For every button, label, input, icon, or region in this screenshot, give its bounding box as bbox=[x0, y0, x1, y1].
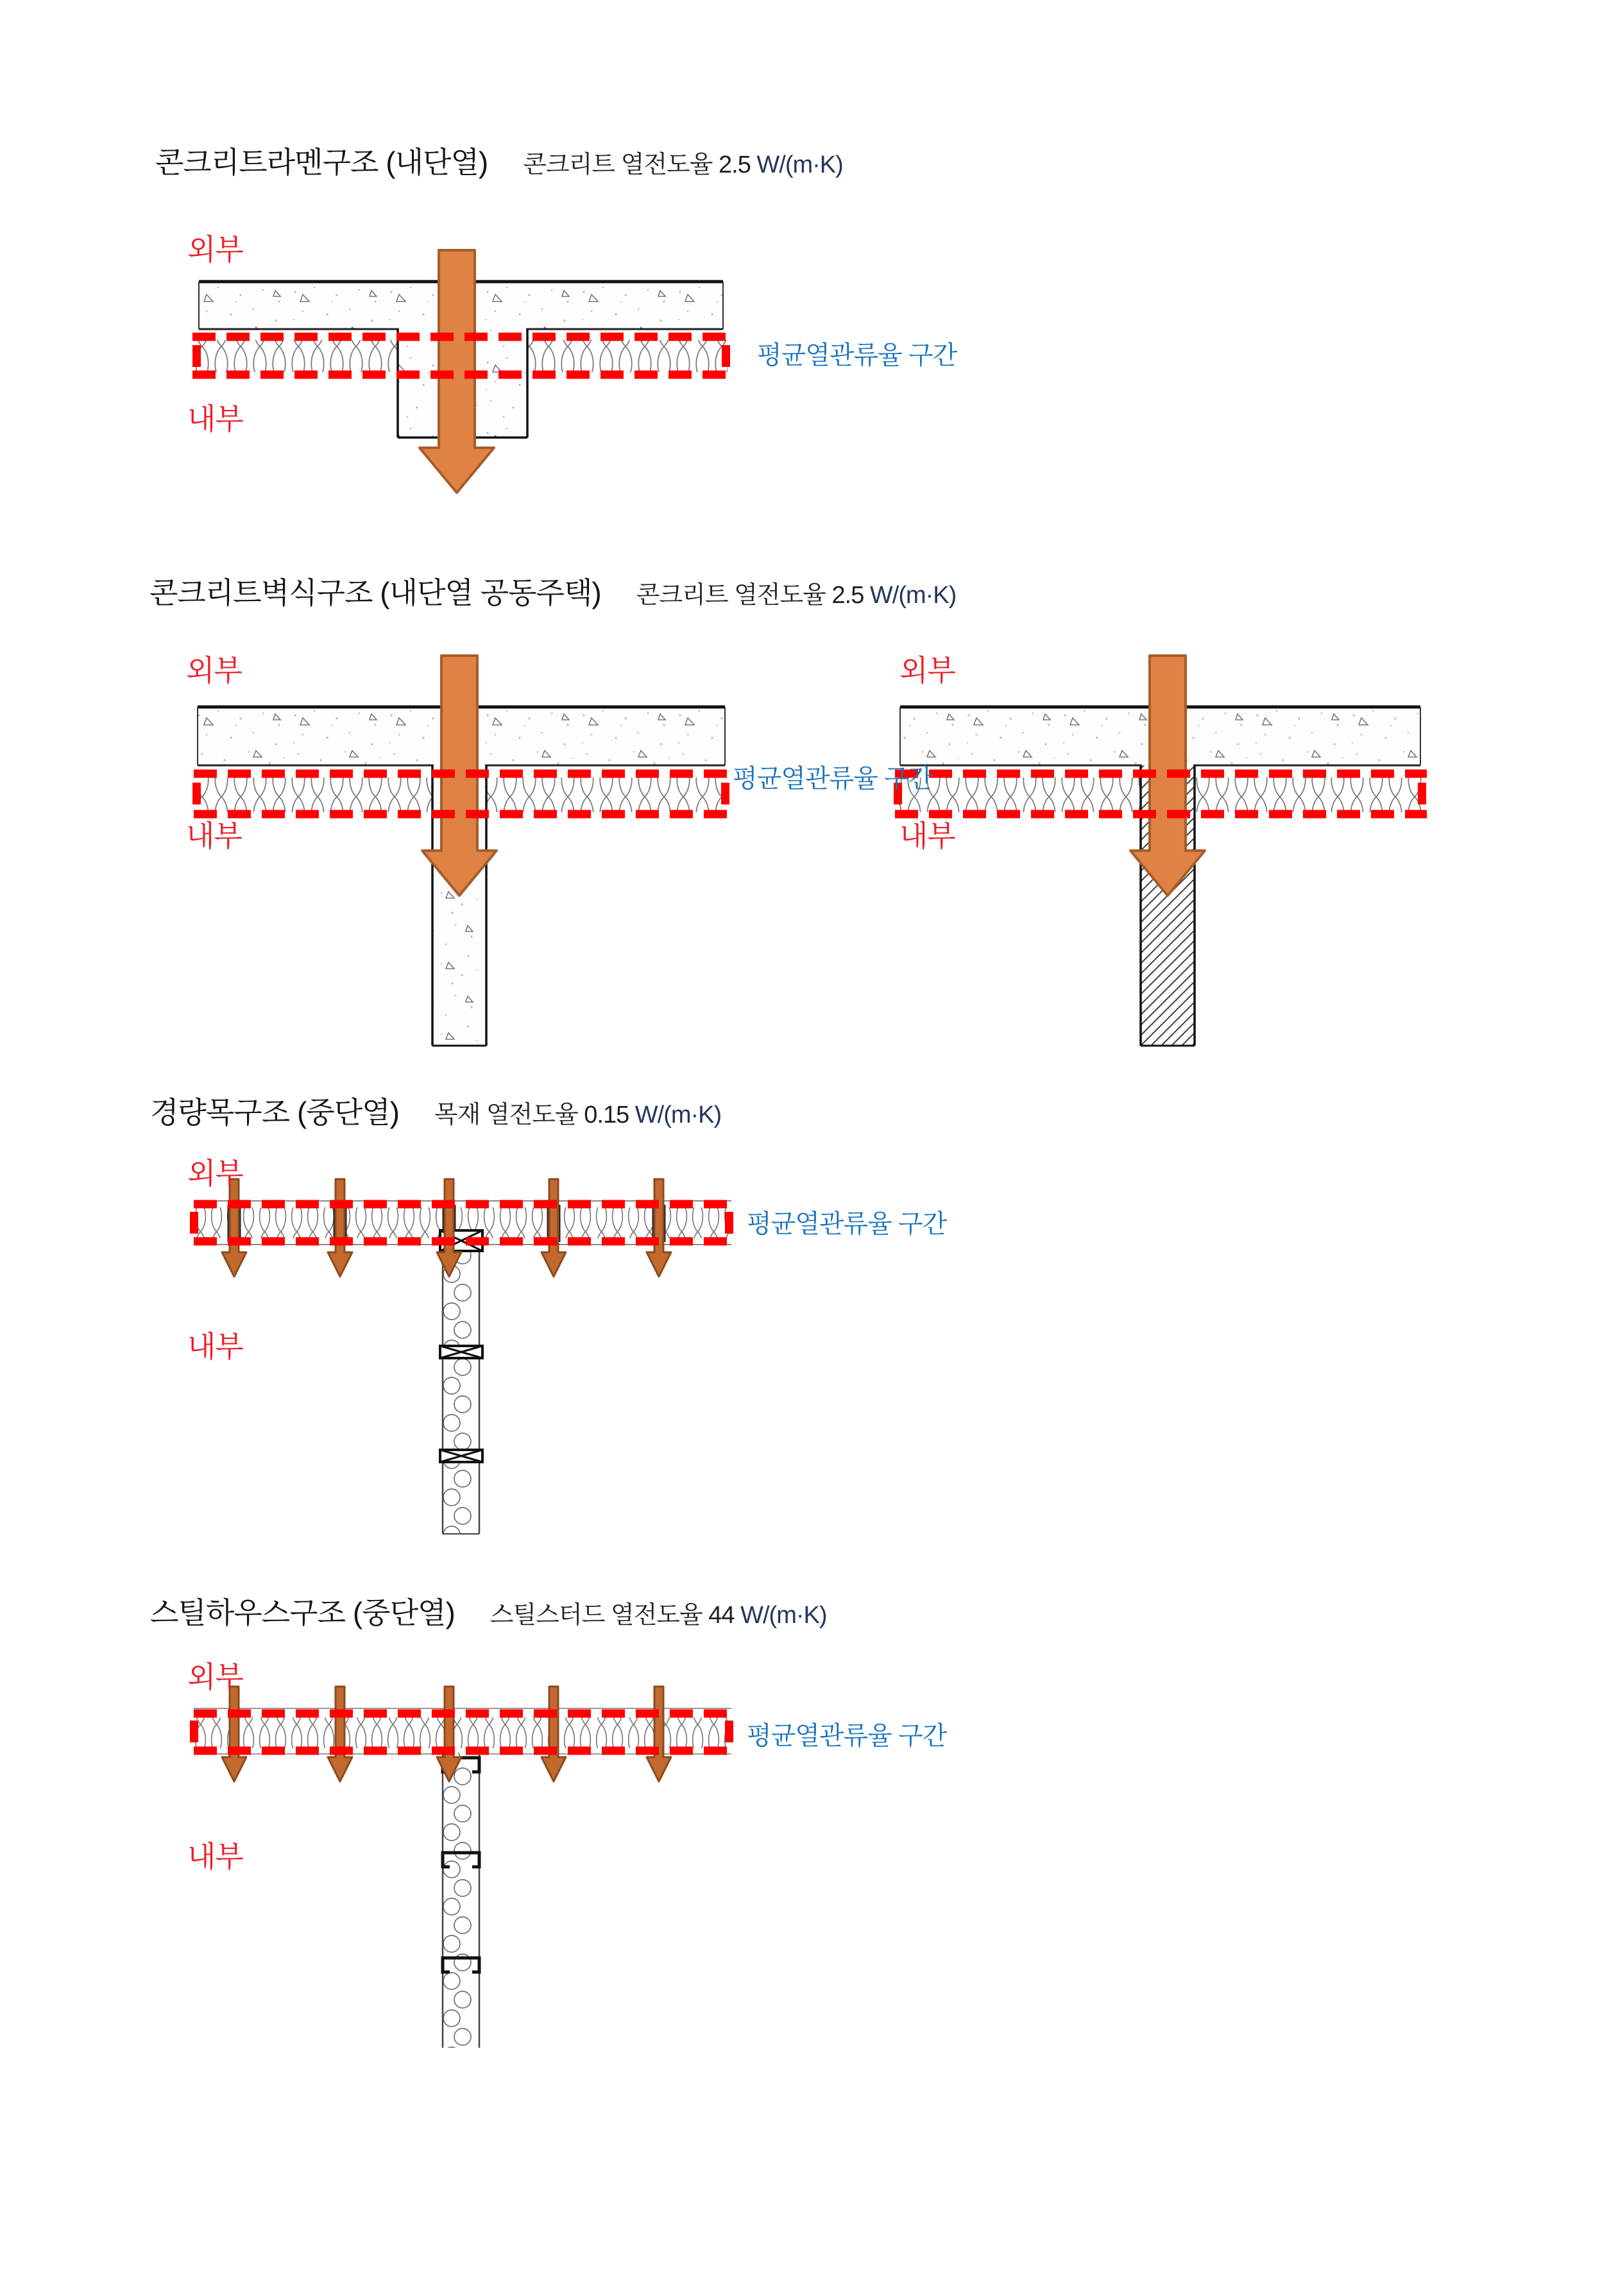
unit-text: W/(m·K) bbox=[740, 1602, 827, 1629]
insulation-layer bbox=[1195, 778, 1424, 812]
insulation-layer bbox=[486, 778, 725, 812]
exterior-label: 외부 bbox=[187, 233, 243, 266]
exterior-label: 외부 bbox=[187, 1157, 243, 1190]
section-header bbox=[150, 1597, 827, 1629]
section-title: 콘크리트라멘구조 (내단열) bbox=[155, 146, 488, 179]
interior-label: 내부 bbox=[187, 1330, 243, 1363]
section-subtitle: 콘크리트 열전도율 2.5 W/(m·K) bbox=[523, 151, 843, 178]
diagram-concrete-wall-left bbox=[192, 656, 729, 1046]
insulation-layer bbox=[896, 778, 1141, 812]
interior-label: 내부 bbox=[186, 819, 242, 853]
unit-text: W/(m·K) bbox=[756, 151, 843, 178]
exterior-label: 외부 bbox=[187, 1660, 243, 1694]
insulation-layer bbox=[198, 778, 432, 812]
unit-text: W/(m·K) bbox=[869, 582, 957, 609]
insulation-layer bbox=[527, 340, 728, 372]
section-header bbox=[150, 1096, 721, 1129]
exterior-label: 외부 bbox=[186, 654, 242, 687]
interior-label: 내부 bbox=[187, 402, 243, 436]
section-subtitle: 목재 열전도율 0.15 W/(m·K) bbox=[434, 1101, 722, 1128]
diagram-concrete-wall-right bbox=[894, 656, 1427, 1046]
steel-wall-column bbox=[443, 1753, 479, 2048]
diagram-concrete-rahmen bbox=[192, 250, 730, 493]
interior-label: 내부 bbox=[899, 819, 955, 853]
section-subtitle: 스틸스터드 열전도율 44 W/(m·K) bbox=[490, 1602, 827, 1629]
section-title: 콘크리트벽식구조 (내단열 공동주택) bbox=[149, 576, 601, 609]
section-subtitle: 콘크리트 열전도율 2.5 W/(m·K) bbox=[636, 582, 957, 609]
insulation-layer bbox=[194, 340, 398, 372]
section-title: 경량목구조 (중단열) bbox=[150, 1096, 399, 1129]
section-header bbox=[149, 577, 956, 609]
diagram-light-wood bbox=[190, 1179, 733, 1534]
avg-u-zone-label: 평균열관류율 구간 bbox=[733, 765, 933, 793]
avg-u-zone-label: 평균열관류율 구간 bbox=[757, 341, 957, 370]
wood-wall-column bbox=[443, 1242, 479, 1534]
section-title: 스틸하우스구조 (중단열) bbox=[150, 1596, 455, 1629]
avg-u-zone-label: 평균열관류율 구간 bbox=[747, 1210, 947, 1238]
unit-text: W/(m·K) bbox=[634, 1101, 722, 1128]
insulation-layer bbox=[194, 1717, 731, 1748]
diagram-steel-house bbox=[190, 1687, 733, 2048]
avg-u-zone-label: 평균열관류율 구간 bbox=[747, 1722, 947, 1750]
exterior-label: 외부 bbox=[899, 654, 955, 687]
section-header bbox=[155, 146, 843, 179]
interior-label: 내부 bbox=[187, 1840, 243, 1873]
